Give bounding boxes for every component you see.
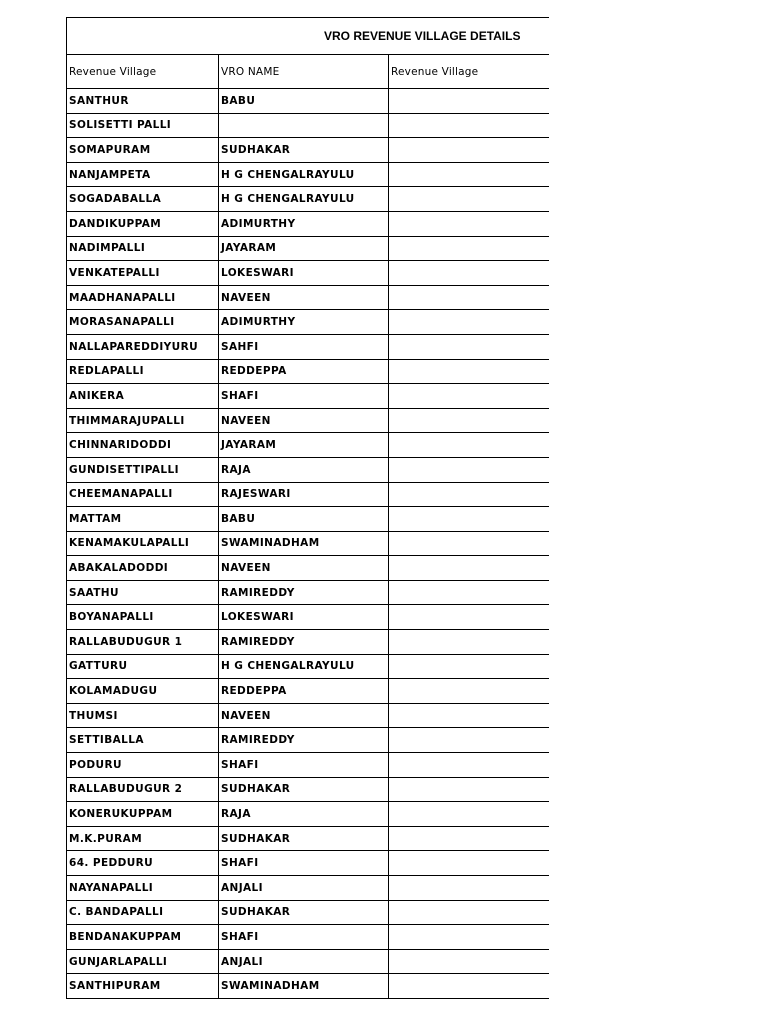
cell-revenue-village-2 xyxy=(389,482,549,507)
cell-vro-name: SHAFI xyxy=(219,753,389,778)
cell-vro-name: NAVEEN xyxy=(219,556,389,581)
cell-revenue-village: ANIKERA xyxy=(67,384,219,409)
cell-revenue-village-2 xyxy=(389,802,549,827)
table-row xyxy=(67,408,549,433)
cell-revenue-village: GUNDISETTIPALLI xyxy=(67,457,219,482)
table-row xyxy=(67,605,549,630)
cell-revenue-village: C. BANDAPALLI xyxy=(67,900,219,925)
cell-revenue-village-2 xyxy=(389,753,549,778)
table-row xyxy=(67,384,549,409)
cell-vro-name: H G CHENGALRAYULU xyxy=(219,162,389,187)
cell-revenue-village: THUMSI xyxy=(67,703,219,728)
cell-revenue-village: SAATHU xyxy=(67,580,219,605)
cell-revenue-village-2 xyxy=(389,187,549,212)
cell-revenue-village-2 xyxy=(389,236,549,261)
cell-revenue-village-2 xyxy=(389,826,549,851)
cell-revenue-village: CHINNARIDODDI xyxy=(67,433,219,458)
cell-revenue-village-2 xyxy=(389,630,549,655)
table-row xyxy=(67,457,549,482)
cell-revenue-village: KONERUKUPPAM xyxy=(67,802,219,827)
table-row xyxy=(67,138,549,163)
cell-revenue-village: NANJAMPETA xyxy=(67,162,219,187)
cell-vro-name: BABU xyxy=(219,507,389,532)
table-row xyxy=(67,285,549,310)
cell-revenue-village-2 xyxy=(389,605,549,630)
table-row xyxy=(67,162,549,187)
cell-revenue-village-2 xyxy=(389,211,549,236)
table-row xyxy=(67,359,549,384)
cell-revenue-village-2 xyxy=(389,89,549,114)
cell-vro-name: NAVEEN xyxy=(219,285,389,310)
cell-vro-name: SUDHAKAR xyxy=(219,777,389,802)
table-row xyxy=(67,703,549,728)
table-row xyxy=(67,507,549,532)
table-row xyxy=(67,876,549,901)
cell-revenue-village: SOMAPURAM xyxy=(67,138,219,163)
cell-vro-name: RAJA xyxy=(219,802,389,827)
table-row xyxy=(67,802,549,827)
table-row xyxy=(67,261,549,286)
table-row xyxy=(67,728,549,753)
table-header-row xyxy=(67,55,549,89)
table-row xyxy=(67,187,549,212)
cell-revenue-village-2 xyxy=(389,851,549,876)
spreadsheet-page xyxy=(66,17,548,999)
cell-vro-name: SWAMINADHAM xyxy=(219,974,389,999)
cell-vro-name: JAYARAM xyxy=(219,236,389,261)
cell-vro-name: LOKESWARI xyxy=(219,605,389,630)
table-row xyxy=(67,211,549,236)
table-row xyxy=(67,89,549,114)
cell-revenue-village-2 xyxy=(389,334,549,359)
cell-vro-name xyxy=(219,113,389,138)
cell-vro-name: SAHFI xyxy=(219,334,389,359)
cell-revenue-village-2 xyxy=(389,384,549,409)
cell-revenue-village: CHEEMANAPALLI xyxy=(67,482,219,507)
table-row xyxy=(67,310,549,335)
cell-revenue-village-2 xyxy=(389,507,549,532)
cell-vro-name: RAMIREDDY xyxy=(219,580,389,605)
table-row xyxy=(67,482,549,507)
table-row xyxy=(67,753,549,778)
cell-revenue-village: 64. PEDDURU xyxy=(67,851,219,876)
table-row xyxy=(67,826,549,851)
cell-revenue-village: PODURU xyxy=(67,753,219,778)
cell-revenue-village-2 xyxy=(389,703,549,728)
cell-revenue-village: MORASANAPALLI xyxy=(67,310,219,335)
cell-vro-name: SHAFI xyxy=(219,851,389,876)
cell-vro-name: REDDEPPA xyxy=(219,679,389,704)
cell-revenue-village: GUNJARLAPALLI xyxy=(67,949,219,974)
column-header-revenue-village: Revenue Village xyxy=(67,55,219,89)
table-row xyxy=(67,556,549,581)
cell-revenue-village-2 xyxy=(389,408,549,433)
cell-revenue-village-2 xyxy=(389,876,549,901)
cell-revenue-village-2 xyxy=(389,531,549,556)
title-cell xyxy=(67,18,549,55)
cell-revenue-village: NADIMPALLI xyxy=(67,236,219,261)
cell-revenue-village: BOYANAPALLI xyxy=(67,605,219,630)
cell-revenue-village: SOLISETTI PALLI xyxy=(67,113,219,138)
cell-revenue-village: M.K.PURAM xyxy=(67,826,219,851)
table-row xyxy=(67,925,549,950)
cell-revenue-village-2 xyxy=(389,777,549,802)
cell-revenue-village-2 xyxy=(389,162,549,187)
cell-revenue-village: KENAMAKULAPALLI xyxy=(67,531,219,556)
cell-revenue-village-2 xyxy=(389,359,549,384)
cell-revenue-village: KOLAMADUGU xyxy=(67,679,219,704)
cell-vro-name: SWAMINADHAM xyxy=(219,531,389,556)
cell-revenue-village-2 xyxy=(389,974,549,999)
table-row xyxy=(67,900,549,925)
cell-vro-name: REDDEPPA xyxy=(219,359,389,384)
cell-revenue-village: VENKATEPALLI xyxy=(67,261,219,286)
column-header-vro-name: VRO NAME xyxy=(219,55,389,89)
table-title-row xyxy=(67,18,549,55)
table-row xyxy=(67,236,549,261)
table-row xyxy=(67,113,549,138)
cell-revenue-village: RALLABUDUGUR 2 xyxy=(67,777,219,802)
cell-vro-name: BABU xyxy=(219,89,389,114)
cell-vro-name: SUDHAKAR xyxy=(219,138,389,163)
cell-vro-name: RAMIREDDY xyxy=(219,728,389,753)
cell-vro-name: H G CHENGALRAYULU xyxy=(219,187,389,212)
cell-revenue-village: NAYANAPALLI xyxy=(67,876,219,901)
table-row xyxy=(67,630,549,655)
cell-vro-name: SUDHAKAR xyxy=(219,826,389,851)
vro-details-table xyxy=(66,17,549,999)
cell-revenue-village: SETTIBALLA xyxy=(67,728,219,753)
cell-vro-name: LOKESWARI xyxy=(219,261,389,286)
cell-revenue-village-2 xyxy=(389,113,549,138)
cell-revenue-village: THIMMARAJUPALLI xyxy=(67,408,219,433)
cell-revenue-village-2 xyxy=(389,138,549,163)
table-row xyxy=(67,334,549,359)
cell-revenue-village: SANTHUR xyxy=(67,89,219,114)
cell-revenue-village: SOGADABALLA xyxy=(67,187,219,212)
cell-revenue-village: MATTAM xyxy=(67,507,219,532)
cell-revenue-village: MAADHANAPALLI xyxy=(67,285,219,310)
cell-revenue-village: RALLABUDUGUR 1 xyxy=(67,630,219,655)
cell-revenue-village-2 xyxy=(389,679,549,704)
table-row xyxy=(67,974,549,999)
table-row xyxy=(67,433,549,458)
cell-revenue-village-2 xyxy=(389,654,549,679)
table-row xyxy=(67,949,549,974)
cell-vro-name: H G CHENGALRAYULU xyxy=(219,654,389,679)
cell-revenue-village-2 xyxy=(389,457,549,482)
cell-vro-name: SHAFI xyxy=(219,925,389,950)
table-row xyxy=(67,777,549,802)
cell-revenue-village: BENDANAKUPPAM xyxy=(67,925,219,950)
column-header-revenue-village-2: Revenue Village xyxy=(389,55,549,89)
cell-revenue-village-2 xyxy=(389,925,549,950)
cell-revenue-village: NALLAPAREDDIYURU xyxy=(67,334,219,359)
cell-revenue-village-2 xyxy=(389,285,549,310)
cell-vro-name: SUDHAKAR xyxy=(219,900,389,925)
cell-vro-name: ANJALI xyxy=(219,876,389,901)
cell-vro-name: SHAFI xyxy=(219,384,389,409)
cell-revenue-village-2 xyxy=(389,433,549,458)
cell-revenue-village-2 xyxy=(389,261,549,286)
cell-vro-name: JAYARAM xyxy=(219,433,389,458)
cell-revenue-village-2 xyxy=(389,556,549,581)
table-row xyxy=(67,580,549,605)
cell-revenue-village-2 xyxy=(389,949,549,974)
cell-revenue-village: SANTHIPURAM xyxy=(67,974,219,999)
page-title: VRO REVENUE VILLAGE DETAILS xyxy=(324,29,521,43)
cell-revenue-village: GATTURU xyxy=(67,654,219,679)
cell-vro-name: NAVEEN xyxy=(219,703,389,728)
cell-vro-name: ADIMURTHY xyxy=(219,211,389,236)
table-row xyxy=(67,531,549,556)
cell-vro-name: RAJESWARI xyxy=(219,482,389,507)
cell-revenue-village: ABAKALADODDI xyxy=(67,556,219,581)
table-row xyxy=(67,851,549,876)
cell-vro-name: RAMIREDDY xyxy=(219,630,389,655)
cell-vro-name: RAJA xyxy=(219,457,389,482)
cell-vro-name: NAVEEN xyxy=(219,408,389,433)
cell-vro-name: ANJALI xyxy=(219,949,389,974)
cell-revenue-village: REDLAPALLI xyxy=(67,359,219,384)
cell-revenue-village-2 xyxy=(389,580,549,605)
cell-revenue-village-2 xyxy=(389,310,549,335)
table-row xyxy=(67,654,549,679)
cell-revenue-village-2 xyxy=(389,900,549,925)
cell-revenue-village: DANDIKUPPAM xyxy=(67,211,219,236)
table-row xyxy=(67,679,549,704)
cell-revenue-village-2 xyxy=(389,728,549,753)
cell-vro-name: ADIMURTHY xyxy=(219,310,389,335)
